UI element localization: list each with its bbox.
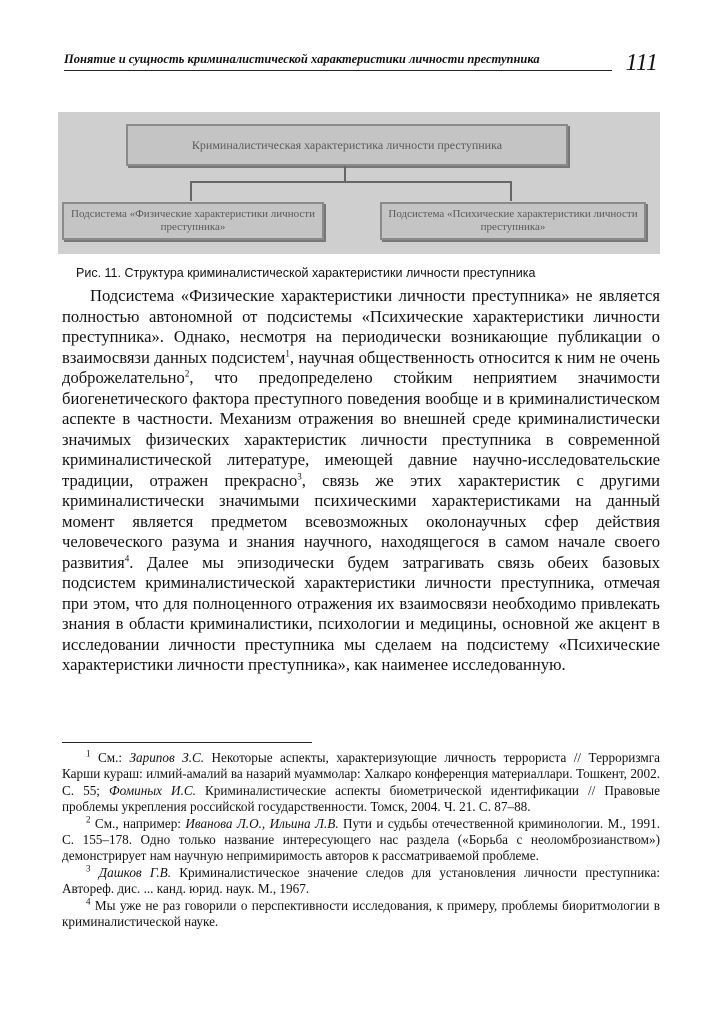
body-text-segment: . Далее мы эпизодически будем затрагивать связь обеих базовых подсистем криминалистической характеристики личности преступника, отмечая при этом, что для полноценного отражения их взаимосвязи необходимо привлекать знания в области криминалистики, психологии и медицины, основной же акцент в исследовании личности преступника мы сделаем на подсистему «Психические характеристики личности преступника», как наименее исследованную. [62,552,660,674]
figure-caption: Рис. 11. Структура криминалистической характеристики личности преступника [76,266,536,280]
body-text-segment: , связь же этих характеристик с другими криминалистически значимыми психическими характеристиками на данный момент является предметом всевозможных околонаучных сфер действия человеческого разума и знания научного, находящегося в самом начале своего развития [62,470,660,572]
footnote [62,865,660,898]
footnote-text: Криминалистические аспекты биометрической идентификации // Правовые проблемы укрепления российской государственности. Томск, 2004. Ч. 21. С. 87–88. [62,782,660,815]
footnote-text: Некоторые аспекты, характеризующие личность террориста // Терроризмга Карши кураш: илмий-амалий ва назарий муаммолар: Халкаро конференция материаллари. Тошкент, 2002. С. 55; [62,750,660,798]
footnote-ref: 3 [297,470,302,481]
body-text-segment: , что предопределено стойким неприятием значимости биогенетического фактора преступного поведения вообще и в криминалистическом аспекте в частности. Механизм отражения во внешней среде криминалистически значимых физических характеристик личности преступника в современной криминалистической литературе, имеющей давние научно-исследовательские традиции, отражен прекрасно [62,368,660,490]
footnote-number: 3 [86,863,91,874]
figure-left-box: Подсистема «Физические характеристики личности преступника» [62,202,324,240]
footnote-text: Криминалистическое значение следов для установления личности преступника: Автореф. дис. ... канд. юрид. наук. М., 1967. [62,864,660,897]
header-rule [64,70,612,71]
connector-line [510,181,512,201]
footnote-author: Зарипов З.С. [129,750,205,765]
connector-line [190,181,192,201]
footnote-number: 2 [86,814,91,825]
running-title: Понятие и сущность криминалистической характеристики личности преступника [64,52,540,66]
footnote-author: Фоминых И.С. [109,782,196,798]
structure-figure [58,112,660,254]
footnote-ref: 4 [124,552,130,563]
footnote-number: 1 [86,748,91,759]
page-header [64,44,660,80]
footnote-ref: 1 [285,347,290,358]
body-text-segment: , научная общественность относится к ним не очень доброжелательно [62,347,661,387]
footnote-number: 4 [86,896,91,907]
footnotes [62,750,660,930]
footnote-author: Иванова Л.О., Ильина Л.В. [185,815,339,831]
footnote-rule [62,742,312,743]
footnote [62,898,660,931]
footnote-text: Пути и судьбы отечественной криминологии. М., 1991. С. 155–178. Одно только название интересующего нас раздела («Борьба с неоломброзианством») демонстрирует нам научную непримиримость авторов к рассматриваемой проблеме. [62,815,661,864]
figure-top-box: Криминалистическая характеристика личности преступника [126,124,568,166]
footnote-text: См., например: [94,815,186,831]
footnote-text: См.: [97,750,130,765]
connector-line [190,181,510,183]
figure-right-box: Подсистема «Психические характеристики личности преступника» [380,202,646,240]
page-number: 111 [625,50,658,76]
footnote-author: Дашков Г.В. [98,864,172,880]
footnote [62,750,660,816]
footnote-ref: 2 [184,368,190,379]
body-text [62,286,660,676]
body-text-segment: Подсистема «Физические характеристики личности преступника» не является полностью автономной от подсистемы «Психические характеристики личности преступника». Однако, несмотря на периодически возникающие публикации о взаимосвязи данных подсистем [62,286,660,367]
footnote [62,816,660,865]
connector-line [344,166,346,182]
footnote-text: Мы уже не раз говорили о перспективности исследования, к примеру, проблемы биоритмологии в криминалистической науке. [62,897,661,930]
body-paragraph [62,286,660,676]
